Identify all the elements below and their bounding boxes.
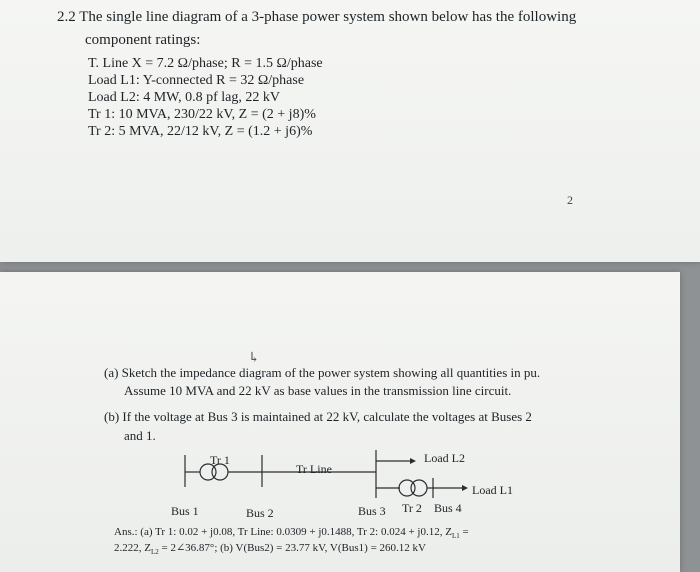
answer-line2: 2.222, $Z_{L2}$ = 2∠36.87°; (b) V(Bus2) = 23.77 kV, V(Bus1) = 260.12 kV	[114, 542, 426, 557]
label-bus1: Bus 1	[171, 504, 199, 518]
label-bus2: Bus 2	[246, 506, 274, 520]
label-bus4: Bus 4	[434, 501, 462, 515]
cursor-icon: ↳	[248, 351, 260, 366]
load-l1-arrow	[462, 485, 468, 491]
load-l2-arrow	[410, 458, 416, 464]
label-load-l2: Load L2	[424, 451, 465, 465]
label-tr2: Tr 2	[402, 501, 422, 515]
page-number: 2	[567, 193, 573, 207]
problem-heading-cont: component ratings:	[85, 32, 201, 48]
answer-line1: Ans.: (a) Tr 1: 0.02 + j0.08, Tr Line: 0.0309 + j0.1488, Tr 2: 0.024 + j0.12, $Z_{L1}$ =	[114, 526, 469, 541]
rating-tr2: Tr 2: 5 MVA, 22/12 kV, Z = (1.2 + j6)%	[88, 124, 313, 139]
question-b-line2: and 1.	[124, 428, 156, 443]
rating-tr1: Tr 1: 10 MVA, 230/22 kV, Z = (2 + j8)%	[88, 107, 316, 122]
label-bus3: Bus 3	[358, 504, 386, 518]
tr2-circle-secondary	[411, 480, 427, 496]
problem-heading: 2.2 The single line diagram of a 3-phase power system shown below has the following	[57, 9, 577, 25]
question-a-line1: (a) Sketch the impedance diagram of the power system showing all quantities in pu.	[104, 365, 541, 380]
label-tline: Tr Line	[296, 462, 332, 476]
rating-tline: T. Line X = 7.2 Ω/phase; R = 1.5 Ω/phase	[88, 56, 323, 71]
label-tr1: Tr 1	[210, 453, 230, 467]
tr1-circle-secondary	[212, 464, 228, 480]
label-load-l1: Load L1	[472, 483, 513, 497]
single-line-diagram	[0, 272, 700, 572]
question-a-line2: Assume 10 MVA and 22 kV as base values in the transmission line circuit.	[124, 383, 512, 398]
page-top	[0, 0, 700, 262]
question-b-line1: (b) If the voltage at Bus 3 is maintained at 22 kV, calculate the voltages at Buses 2	[104, 409, 532, 424]
rating-load-l1: Load L1: Y-connected R = 32 Ω/phase	[88, 73, 305, 88]
rating-load-l2: Load L2: 4 MW, 0.8 pf lag, 22 kV	[88, 90, 280, 105]
